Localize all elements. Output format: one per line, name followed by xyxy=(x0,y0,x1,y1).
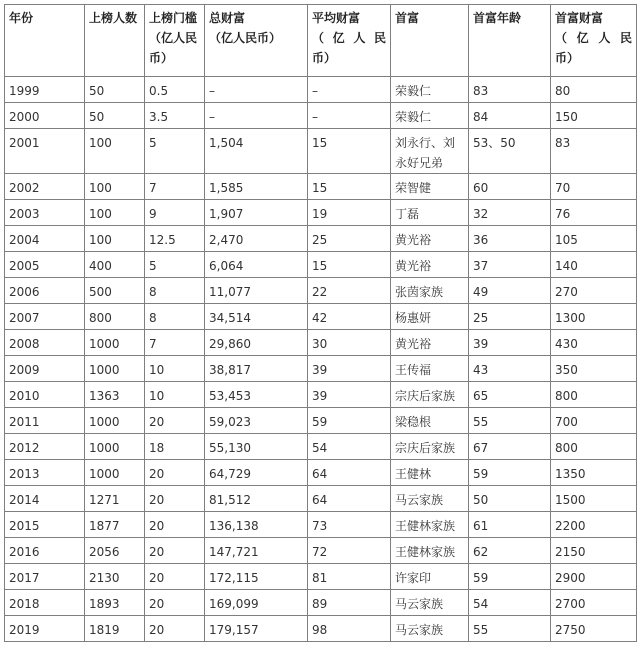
cell-year: 2002 xyxy=(5,174,85,200)
cell-richest-wealth: 1300 xyxy=(551,304,637,330)
header-richest xyxy=(391,5,469,77)
cell-year: 2003 xyxy=(5,200,85,226)
table-row xyxy=(5,408,637,434)
cell-average-wealth: 19 xyxy=(308,200,391,226)
cell-year: 2011 xyxy=(5,408,85,434)
cell-threshold: 20 xyxy=(145,512,205,538)
cell-total-wealth: 29,860 xyxy=(205,330,308,356)
cell-threshold: 18 xyxy=(145,434,205,460)
cell-richest-age: 36 xyxy=(469,226,551,252)
header-year xyxy=(5,5,85,77)
cell-average-wealth: 89 xyxy=(308,590,391,616)
cell-richest-wealth: 2200 xyxy=(551,512,637,538)
table-row xyxy=(5,564,637,590)
cell-total-wealth: 2,470 xyxy=(205,226,308,252)
cell-richest-wealth: 150 xyxy=(551,103,637,129)
cell-average-wealth: 81 xyxy=(308,564,391,590)
cell-richest-age: 67 xyxy=(469,434,551,460)
table-row xyxy=(5,330,637,356)
cell-richest: 王传福 xyxy=(391,356,469,382)
rich-list-table xyxy=(4,4,637,642)
cell-richest: 黄光裕 xyxy=(391,252,469,278)
header-year-line: 年份 xyxy=(9,11,34,25)
cell-total-wealth: 53,453 xyxy=(205,382,308,408)
header-average-wealth-line: 平均财富 xyxy=(312,11,361,25)
cell-richest-wealth: 80 xyxy=(551,77,637,103)
cell-count: 2130 xyxy=(85,564,145,590)
cell-richest-age: 25 xyxy=(469,304,551,330)
cell-threshold: 20 xyxy=(145,564,205,590)
cell-average-wealth: 15 xyxy=(308,174,391,200)
cell-threshold: 7 xyxy=(145,330,205,356)
cell-year: 2007 xyxy=(5,304,85,330)
table-row xyxy=(5,77,637,103)
cell-richest-age: 37 xyxy=(469,252,551,278)
table-body xyxy=(5,77,637,642)
table-row xyxy=(5,486,637,512)
cell-total-wealth: – xyxy=(205,77,308,103)
cell-threshold: 3.5 xyxy=(145,103,205,129)
table-row xyxy=(5,538,637,564)
cell-richest: 刘永行、刘永好兄弟 xyxy=(391,129,469,174)
cell-richest-age: 54 xyxy=(469,590,551,616)
cell-richest-wealth: 800 xyxy=(551,382,637,408)
cell-count: 1893 xyxy=(85,590,145,616)
cell-threshold: 10 xyxy=(145,382,205,408)
cell-richest-wealth: 2900 xyxy=(551,564,637,590)
cell-threshold: 20 xyxy=(145,590,205,616)
cell-count: 1000 xyxy=(85,330,145,356)
cell-threshold: 20 xyxy=(145,486,205,512)
table-row xyxy=(5,356,637,382)
cell-threshold: 8 xyxy=(145,278,205,304)
cell-richest-wealth: 76 xyxy=(551,200,637,226)
cell-richest-wealth: 70 xyxy=(551,174,637,200)
cell-richest-wealth: 800 xyxy=(551,434,637,460)
cell-count: 500 xyxy=(85,278,145,304)
header-threshold xyxy=(145,5,205,77)
cell-threshold: 5 xyxy=(145,252,205,278)
cell-richest-age: 49 xyxy=(469,278,551,304)
cell-average-wealth: 64 xyxy=(308,460,391,486)
table-row xyxy=(5,278,637,304)
cell-total-wealth: 169,099 xyxy=(205,590,308,616)
cell-richest-age: 61 xyxy=(469,512,551,538)
cell-richest: 王健林家族 xyxy=(391,512,469,538)
cell-average-wealth: 39 xyxy=(308,356,391,382)
header-average-wealth xyxy=(308,5,391,77)
table-row xyxy=(5,590,637,616)
cell-threshold: 8 xyxy=(145,304,205,330)
cell-richest: 杨惠妍 xyxy=(391,304,469,330)
cell-threshold: 5 xyxy=(145,129,205,174)
cell-year: 2001 xyxy=(5,129,85,174)
cell-total-wealth: 59,023 xyxy=(205,408,308,434)
cell-average-wealth: 98 xyxy=(308,616,391,642)
cell-richest: 梁稳根 xyxy=(391,408,469,434)
cell-count: 400 xyxy=(85,252,145,278)
header-richest-line: 首富 xyxy=(395,11,420,25)
cell-richest: 荣毅仁 xyxy=(391,77,469,103)
table-row xyxy=(5,103,637,129)
cell-year: 2004 xyxy=(5,226,85,252)
header-total-wealth-line: （亿人民币） xyxy=(209,31,282,45)
table-row xyxy=(5,200,637,226)
header-richest-age-line: 首富年龄 xyxy=(473,11,522,25)
cell-richest-wealth: 700 xyxy=(551,408,637,434)
cell-total-wealth: 64,729 xyxy=(205,460,308,486)
cell-total-wealth: 55,130 xyxy=(205,434,308,460)
cell-richest: 宗庆后家族 xyxy=(391,382,469,408)
cell-total-wealth: 179,157 xyxy=(205,616,308,642)
cell-total-wealth: 147,721 xyxy=(205,538,308,564)
cell-year: 1999 xyxy=(5,77,85,103)
cell-richest: 宗庆后家族 xyxy=(391,434,469,460)
header-threshold-line: 币） xyxy=(149,51,174,65)
cell-total-wealth: – xyxy=(205,103,308,129)
cell-richest-wealth: 2150 xyxy=(551,538,637,564)
cell-richest-wealth: 2750 xyxy=(551,616,637,642)
cell-average-wealth: 42 xyxy=(308,304,391,330)
cell-average-wealth: – xyxy=(308,103,391,129)
cell-threshold: 20 xyxy=(145,408,205,434)
header-richest-wealth xyxy=(551,5,637,77)
header-richest-wealth-line: 首富财富 xyxy=(555,11,604,25)
table-header-row xyxy=(5,5,637,77)
cell-threshold: 0.5 xyxy=(145,77,205,103)
cell-total-wealth: 136,138 xyxy=(205,512,308,538)
cell-average-wealth: 25 xyxy=(308,226,391,252)
header-count xyxy=(85,5,145,77)
cell-count: 1363 xyxy=(85,382,145,408)
cell-richest-age: 60 xyxy=(469,174,551,200)
cell-year: 2010 xyxy=(5,382,85,408)
cell-richest-age: 84 xyxy=(469,103,551,129)
cell-average-wealth: 64 xyxy=(308,486,391,512)
cell-total-wealth: 34,514 xyxy=(205,304,308,330)
cell-year: 2018 xyxy=(5,590,85,616)
cell-richest-wealth: 270 xyxy=(551,278,637,304)
cell-total-wealth: 6,064 xyxy=(205,252,308,278)
cell-richest-age: 62 xyxy=(469,538,551,564)
cell-count: 100 xyxy=(85,226,145,252)
header-count-line: 上榜人数 xyxy=(89,11,138,25)
cell-richest-wealth: 1500 xyxy=(551,486,637,512)
cell-count: 800 xyxy=(85,304,145,330)
cell-average-wealth: 73 xyxy=(308,512,391,538)
cell-count: 50 xyxy=(85,77,145,103)
cell-threshold: 12.5 xyxy=(145,226,205,252)
cell-richest-age: 59 xyxy=(469,460,551,486)
table-row xyxy=(5,382,637,408)
cell-richest: 黄光裕 xyxy=(391,226,469,252)
cell-richest-age: 59 xyxy=(469,564,551,590)
cell-year: 2016 xyxy=(5,538,85,564)
cell-average-wealth: – xyxy=(308,77,391,103)
cell-average-wealth: 15 xyxy=(308,252,391,278)
cell-threshold: 20 xyxy=(145,538,205,564)
cell-richest: 黄光裕 xyxy=(391,330,469,356)
table-row xyxy=(5,129,637,174)
cell-richest-age: 32 xyxy=(469,200,551,226)
cell-richest: 马云家族 xyxy=(391,486,469,512)
cell-average-wealth: 72 xyxy=(308,538,391,564)
cell-year: 2009 xyxy=(5,356,85,382)
cell-count: 2056 xyxy=(85,538,145,564)
cell-richest-age: 55 xyxy=(469,408,551,434)
cell-richest-age: 55 xyxy=(469,616,551,642)
table-row xyxy=(5,616,637,642)
header-richest-wealth-line: （ 亿 人 民 xyxy=(555,31,632,45)
cell-count: 1000 xyxy=(85,460,145,486)
cell-year: 2000 xyxy=(5,103,85,129)
cell-total-wealth: 1,504 xyxy=(205,129,308,174)
cell-richest: 荣毅仁 xyxy=(391,103,469,129)
table-row xyxy=(5,304,637,330)
header-total-wealth xyxy=(205,5,308,77)
cell-year: 2008 xyxy=(5,330,85,356)
cell-total-wealth: 172,115 xyxy=(205,564,308,590)
cell-count: 1000 xyxy=(85,408,145,434)
cell-richest: 马云家族 xyxy=(391,616,469,642)
cell-richest: 丁磊 xyxy=(391,200,469,226)
cell-count: 1000 xyxy=(85,356,145,382)
cell-year: 2012 xyxy=(5,434,85,460)
cell-count: 100 xyxy=(85,200,145,226)
cell-richest-age: 43 xyxy=(469,356,551,382)
header-threshold-line: （亿人民 xyxy=(149,31,198,45)
cell-count: 1000 xyxy=(85,434,145,460)
cell-year: 2014 xyxy=(5,486,85,512)
cell-average-wealth: 39 xyxy=(308,382,391,408)
header-richest-wealth-line: 币） xyxy=(555,51,580,65)
cell-richest: 王健林家族 xyxy=(391,538,469,564)
cell-richest-wealth: 350 xyxy=(551,356,637,382)
cell-count: 50 xyxy=(85,103,145,129)
cell-count: 1877 xyxy=(85,512,145,538)
cell-threshold: 7 xyxy=(145,174,205,200)
cell-richest: 马云家族 xyxy=(391,590,469,616)
table-row xyxy=(5,252,637,278)
cell-average-wealth: 15 xyxy=(308,129,391,174)
cell-year: 2013 xyxy=(5,460,85,486)
cell-richest-age: 83 xyxy=(469,77,551,103)
cell-total-wealth: 11,077 xyxy=(205,278,308,304)
cell-richest-age: 65 xyxy=(469,382,551,408)
cell-richest: 张茵家族 xyxy=(391,278,469,304)
cell-richest: 王健林 xyxy=(391,460,469,486)
header-richest-age xyxy=(469,5,551,77)
table-row xyxy=(5,512,637,538)
cell-average-wealth: 54 xyxy=(308,434,391,460)
cell-richest-age: 50 xyxy=(469,486,551,512)
cell-richest-wealth: 105 xyxy=(551,226,637,252)
cell-richest: 许家印 xyxy=(391,564,469,590)
cell-richest-wealth: 2700 xyxy=(551,590,637,616)
cell-threshold: 20 xyxy=(145,460,205,486)
cell-richest-wealth: 140 xyxy=(551,252,637,278)
cell-average-wealth: 59 xyxy=(308,408,391,434)
cell-total-wealth: 1,907 xyxy=(205,200,308,226)
header-threshold-line: 上榜门槛 xyxy=(149,11,198,25)
cell-total-wealth: 81,512 xyxy=(205,486,308,512)
cell-threshold: 20 xyxy=(145,616,205,642)
cell-total-wealth: 38,817 xyxy=(205,356,308,382)
cell-richest-wealth: 430 xyxy=(551,330,637,356)
cell-richest-wealth: 83 xyxy=(551,129,637,174)
cell-year: 2006 xyxy=(5,278,85,304)
cell-count: 1819 xyxy=(85,616,145,642)
cell-year: 2015 xyxy=(5,512,85,538)
cell-year: 2005 xyxy=(5,252,85,278)
cell-richest-wealth: 1350 xyxy=(551,460,637,486)
cell-average-wealth: 30 xyxy=(308,330,391,356)
cell-average-wealth: 22 xyxy=(308,278,391,304)
table-row xyxy=(5,460,637,486)
header-average-wealth-line: （ 亿 人 民 xyxy=(312,31,386,45)
table-row xyxy=(5,174,637,200)
cell-threshold: 10 xyxy=(145,356,205,382)
cell-richest-age: 53、50 xyxy=(469,129,551,174)
header-average-wealth-line: 币） xyxy=(312,51,337,65)
cell-count: 1271 xyxy=(85,486,145,512)
table-container xyxy=(4,4,637,642)
cell-count: 100 xyxy=(85,174,145,200)
cell-richest: 荣智健 xyxy=(391,174,469,200)
cell-total-wealth: 1,585 xyxy=(205,174,308,200)
cell-richest-age: 39 xyxy=(469,330,551,356)
table-row xyxy=(5,226,637,252)
table-row xyxy=(5,434,637,460)
header-total-wealth-line: 总财富 xyxy=(209,11,246,25)
cell-year: 2019 xyxy=(5,616,85,642)
cell-threshold: 9 xyxy=(145,200,205,226)
cell-count: 100 xyxy=(85,129,145,174)
cell-year: 2017 xyxy=(5,564,85,590)
